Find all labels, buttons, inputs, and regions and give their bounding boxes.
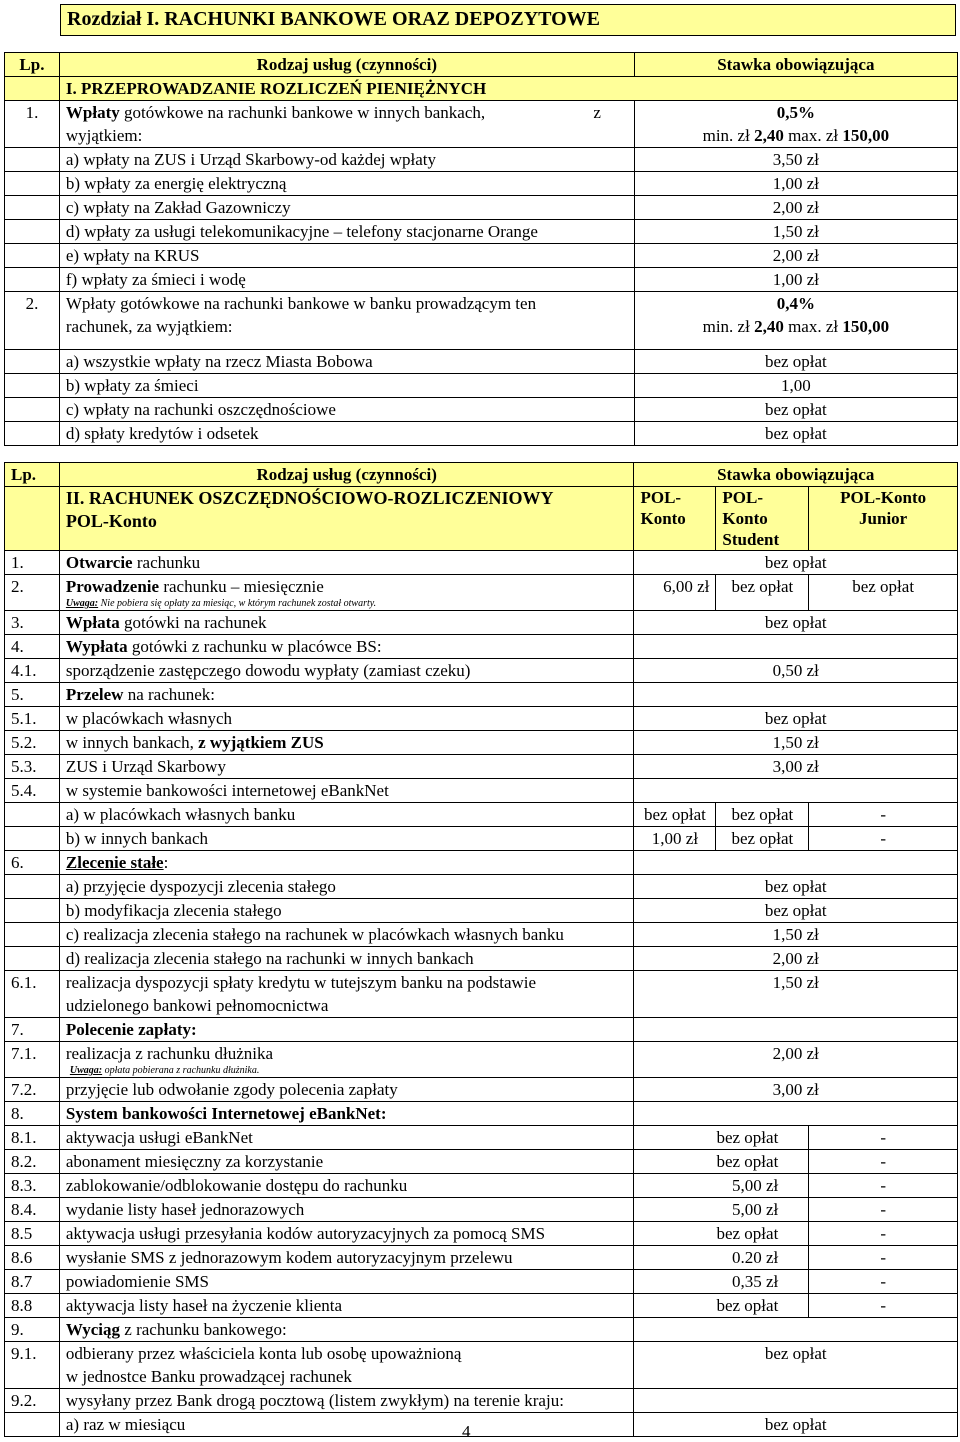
row-lp: 9.: [5, 1318, 60, 1342]
table-row: [5, 1174, 958, 1198]
section-row: [5, 487, 958, 551]
row-rate: 1,50 zł: [634, 731, 958, 755]
row-rate: bez opłat: [634, 422, 957, 446]
row-lp: 8.5: [5, 1222, 60, 1246]
row-lp: 8.4.: [5, 1198, 60, 1222]
row-rate: bez opłat: [634, 1413, 958, 1437]
table-row: [5, 101, 958, 148]
table-row: [5, 755, 958, 779]
row-rate: 5,00 zł: [634, 1198, 809, 1222]
row-rate: 2,00 zł: [634, 947, 958, 971]
row-rate-junior: -: [809, 1198, 958, 1222]
row-label: a) przyjęcie dyspozycji zlecenia stałego: [59, 875, 634, 899]
table-row: [5, 1102, 958, 1126]
row-lp: 9.2.: [5, 1389, 60, 1413]
table-rozliczenia: [4, 52, 958, 446]
row-rate-student: bez opłat: [716, 827, 809, 851]
row-label: Wpłata gotówki na rachunek: [59, 611, 634, 635]
row-rate: 2,00 zł: [634, 1042, 958, 1078]
row-lp: 3.: [5, 611, 60, 635]
row-label: a) w placówkach własnych banku: [59, 803, 634, 827]
row-rate: bez opłat: [634, 875, 958, 899]
row-label: ZUS i Urząd Skarbowy: [59, 755, 634, 779]
header-rate: Stawka obowiązująca: [634, 463, 958, 487]
row-label: wydanie listy haseł jednorazowych: [59, 1198, 634, 1222]
row-label: Zlecenie stałe:: [59, 851, 634, 875]
row-lp: 8.: [5, 1102, 60, 1126]
row-lp: 5.4.: [5, 779, 60, 803]
section-row: [5, 77, 958, 101]
row-rate: 0,5% min. zł 2,40 max. zł 150,00: [634, 101, 957, 148]
table-row: [5, 731, 958, 755]
row-label: d) wpłaty za usługi telekomunikacyjne – telefony stacjonarne Orange: [59, 220, 634, 244]
row-rate: bez opłat: [634, 1294, 809, 1318]
row-label: Polecenie zapłaty:: [59, 1018, 634, 1042]
page-number: 4: [462, 1422, 471, 1441]
row-rate: 1,00: [634, 374, 957, 398]
table-row: [5, 1270, 958, 1294]
row-lp: 7.2.: [5, 1078, 60, 1102]
table-row: [5, 374, 958, 398]
table-row: [5, 899, 958, 923]
header-lp: Lp.: [5, 463, 60, 487]
row-label: c) wpłaty na Zakład Gazowniczy: [59, 196, 634, 220]
row-lp: 5.1.: [5, 707, 60, 731]
row-lp: 7.1.: [5, 1042, 60, 1078]
row-lp: 5.: [5, 683, 60, 707]
row-label: w innych bankach, z wyjątkiem ZUS: [59, 731, 634, 755]
row-label: aktywacja usługi eBankNet: [59, 1126, 634, 1150]
table-row: [5, 683, 958, 707]
row-lp: 4.1.: [5, 659, 60, 683]
row-rate-junior: -: [809, 1174, 958, 1198]
row-rate: 0,4% min. zł 2,40 max. zł 150,00: [634, 292, 957, 350]
table-row: [5, 575, 958, 611]
row-label: b) w innych bankach: [59, 827, 634, 851]
table-row: [5, 1150, 958, 1174]
table-row: [5, 707, 958, 731]
row-label: Prowadzenie rachunku – miesięcznie Uwaga: Nie pobiera się opłaty za miesiąc, w którym rachunek został otwarty.: [59, 575, 634, 611]
row-rate-pol-konto: 6,00 zł: [634, 575, 716, 611]
row-label: aktywacja usługi przesyłania kodów autoryzacyjnych za pomocą SMS: [59, 1222, 634, 1246]
row-lp: 5.2.: [5, 731, 60, 755]
row-label: abonament miesięczny za korzystanie: [59, 1150, 634, 1174]
row-rate-student: bez opłat: [716, 803, 809, 827]
row-label: Wyciąg z rachunku bankowego:: [59, 1318, 634, 1342]
row-rate-junior: -: [809, 827, 958, 851]
table-row: [5, 422, 958, 446]
table-row: [5, 1018, 958, 1042]
row-lp: 2.: [5, 292, 60, 350]
table-row: [5, 1042, 958, 1078]
row-rate: bez opłat: [634, 707, 958, 731]
row-rate: 0.20 zł: [634, 1246, 809, 1270]
row-rate: 3,00 zł: [634, 755, 958, 779]
row-label: przyjęcie lub odwołanie zgody polecenia zapłaty: [59, 1078, 634, 1102]
row-rate: 1,00 zł: [634, 268, 957, 292]
row-lp: 9.1.: [5, 1342, 60, 1389]
row-rate: 0,35 zł: [634, 1270, 809, 1294]
row-label: d) spłaty kredytów i odsetek: [59, 422, 634, 446]
row-label: zablokowanie/odblokowanie dostępu do rachunku: [59, 1174, 634, 1198]
row-rate-junior: -: [809, 1270, 958, 1294]
row-label: realizacja dyspozycji spłaty kredytu w tutejszym banku na podstawie udzielonego bankowi pełnomocnictwa: [59, 971, 634, 1018]
row-label: b) modyfikacja zlecenia stałego: [59, 899, 634, 923]
row-label: odbierany przez właściciela konta lub osobę upoważnioną w jednostce Banku prowadzącej rachunek: [59, 1342, 634, 1389]
section-title: I. PRZEPROWADZANIE ROZLICZEŃ PIENIĘŻNYCH: [59, 77, 957, 101]
row-label: b) wpłaty za śmieci: [59, 374, 634, 398]
table-row: [5, 268, 958, 292]
col-pol-konto-student: POL- Konto Student: [716, 487, 809, 551]
row-lp: 1.: [5, 551, 60, 575]
row-rate: bez opłat: [634, 551, 958, 575]
row-label: c) wpłaty na rachunki oszczędnościowe: [59, 398, 634, 422]
row-rate: 2,00 zł: [634, 244, 957, 268]
table-header-row: [5, 463, 958, 487]
row-lp: 8.7: [5, 1270, 60, 1294]
row-label: e) wpłaty na KRUS: [59, 244, 634, 268]
row-label: System bankowości Internetowej eBankNet:: [59, 1102, 634, 1126]
row-lp: 7.: [5, 1018, 60, 1042]
table-row: [5, 398, 958, 422]
col-pol-konto: POL- Konto: [634, 487, 716, 551]
table-row: [5, 292, 958, 350]
row-label: a) wpłaty na ZUS i Urząd Skarbowy-od każdej wpłaty: [59, 148, 634, 172]
header-service: Rodzaj usług (czynności): [59, 53, 634, 77]
table-row: [5, 1294, 958, 1318]
row-label: Wpłaty gotówkowe na rachunki bankowe w innych bankach, z wyjątkiem:: [59, 101, 634, 148]
row-rate: bez opłat: [634, 1342, 958, 1389]
table-row: [5, 1318, 958, 1342]
table-row: [5, 220, 958, 244]
row-label: Wpłaty gotówkowe na rachunki bankowe w banku prowadzącym ten rachunek, za wyjątkiem:: [59, 292, 634, 350]
row-label: wysłanie SMS z jednorazowym kodem autoryzacyjnym przelewu: [59, 1246, 634, 1270]
row-label: aktywacja listy haseł na życzenie klienta: [59, 1294, 634, 1318]
table-row: [5, 1246, 958, 1270]
row-rate: bez opłat: [634, 1126, 809, 1150]
row-lp: 8.2.: [5, 1150, 60, 1174]
table-row: [5, 1078, 958, 1102]
table-row: [5, 172, 958, 196]
table-row: [5, 659, 958, 683]
table-row: [5, 971, 958, 1018]
table-row: [5, 1222, 958, 1246]
table-row: [5, 551, 958, 575]
row-rate: 3,50 zł: [634, 148, 957, 172]
row-rate-junior: -: [809, 803, 958, 827]
header-service: Rodzaj usług (czynności): [59, 463, 634, 487]
table-row: [5, 827, 958, 851]
row-rate-junior: -: [809, 1222, 958, 1246]
table-pol-konto: [4, 462, 958, 1437]
row-rate: 5,00 zł: [634, 1174, 809, 1198]
row-label: w systemie bankowości internetowej eBankNet: [59, 779, 634, 803]
row-rate-student: bez opłat: [716, 575, 809, 611]
row-rate-junior: -: [809, 1246, 958, 1270]
row-rate: bez opłat: [634, 899, 958, 923]
table-row: [5, 875, 958, 899]
table-row: [5, 1413, 958, 1437]
row-rate: 1,00 zł: [634, 172, 957, 196]
row-label: a) raz w miesiącu: [59, 1413, 634, 1437]
row-lp: 8.3.: [5, 1174, 60, 1198]
table-row: [5, 923, 958, 947]
row-lp: 2.: [5, 575, 60, 611]
table-row: [5, 148, 958, 172]
row-label: sporządzenie zastępczego dowodu wypłaty (zamiast czeku): [59, 659, 634, 683]
table-row: [5, 1342, 958, 1389]
row-rate-junior: -: [809, 1294, 958, 1318]
row-lp: 5.3.: [5, 755, 60, 779]
row-rate: bez opłat: [634, 350, 957, 374]
table-row: [5, 635, 958, 659]
row-label: d) realizacja zlecenia stałego na rachunki w innych bankach: [59, 947, 634, 971]
table-row: [5, 611, 958, 635]
table-header-row: [5, 53, 958, 77]
row-lp: 8.6: [5, 1246, 60, 1270]
table-row: [5, 1198, 958, 1222]
row-rate: 1,50 zł: [634, 923, 958, 947]
row-rate: 3,00 zł: [634, 1078, 958, 1102]
row-rate: 1,50 zł: [634, 220, 957, 244]
row-rate: 0,50 zł: [634, 659, 958, 683]
row-label: Otwarcie rachunku: [59, 551, 634, 575]
page-title: Rozdział I. RACHUNKI BANKOWE ORAZ DEPOZYTOWE: [61, 5, 956, 36]
row-lp: 8.8: [5, 1294, 60, 1318]
header-rate: Stawka obowiązująca: [634, 53, 957, 77]
table-row: [5, 1126, 958, 1150]
row-label: realizacja z rachunku dłużnika Uwaga: opłata pobierana z rachunku dłużnika.: [59, 1042, 634, 1078]
row-label: w placówkach własnych: [59, 707, 634, 731]
row-lp: 8.1.: [5, 1126, 60, 1150]
row-rate-junior: -: [809, 1150, 958, 1174]
row-rate: bez opłat: [634, 1150, 809, 1174]
row-label: f) wpłaty za śmieci i wodę: [59, 268, 634, 292]
row-rate-pol-konto: 1,00 zł: [634, 827, 716, 851]
row-lp: 6.: [5, 851, 60, 875]
row-rate: bez opłat: [634, 611, 958, 635]
table-row: [5, 779, 958, 803]
title-box: [60, 4, 956, 36]
row-rate-pol-konto: bez opłat: [634, 803, 716, 827]
row-rate-junior: -: [809, 1126, 958, 1150]
row-label: Wypłata gotówki z rachunku w placówce BS:: [59, 635, 634, 659]
col-pol-konto-junior: POL-Konto Junior: [809, 487, 958, 551]
row-label: a) wszystkie wpłaty na rzecz Miasta Bobowa: [59, 350, 634, 374]
table-row: [5, 1389, 958, 1413]
row-label: b) wpłaty za energię elektryczną: [59, 172, 634, 196]
row-rate: bez opłat: [634, 398, 957, 422]
row-rate: 1,50 zł: [634, 971, 958, 1018]
table-row: [5, 947, 958, 971]
row-rate: 2,00 zł: [634, 196, 957, 220]
row-lp: 6.1.: [5, 971, 60, 1018]
row-rate: bez opłat: [634, 1222, 809, 1246]
table-row: [5, 851, 958, 875]
row-label: Przelew na rachunek:: [59, 683, 634, 707]
table-row: [5, 196, 958, 220]
header-lp: Lp.: [5, 53, 60, 77]
table-row: [5, 244, 958, 268]
row-lp: 1.: [5, 101, 60, 148]
table-row: [5, 350, 958, 374]
row-rate-junior: bez opłat: [809, 575, 958, 611]
row-lp: 4.: [5, 635, 60, 659]
section-title: II. RACHUNEK OSZCZĘDNOŚCIOWO-ROZLICZENIOWY POL-Konto: [59, 487, 634, 551]
row-label: wysyłany przez Bank drogą pocztową (listem zwykłym) na terenie kraju:: [59, 1389, 634, 1413]
table-row: [5, 803, 958, 827]
row-label: powiadomienie SMS: [59, 1270, 634, 1294]
row-label: c) realizacja zlecenia stałego na rachunek w placówkach własnych banku: [59, 923, 634, 947]
